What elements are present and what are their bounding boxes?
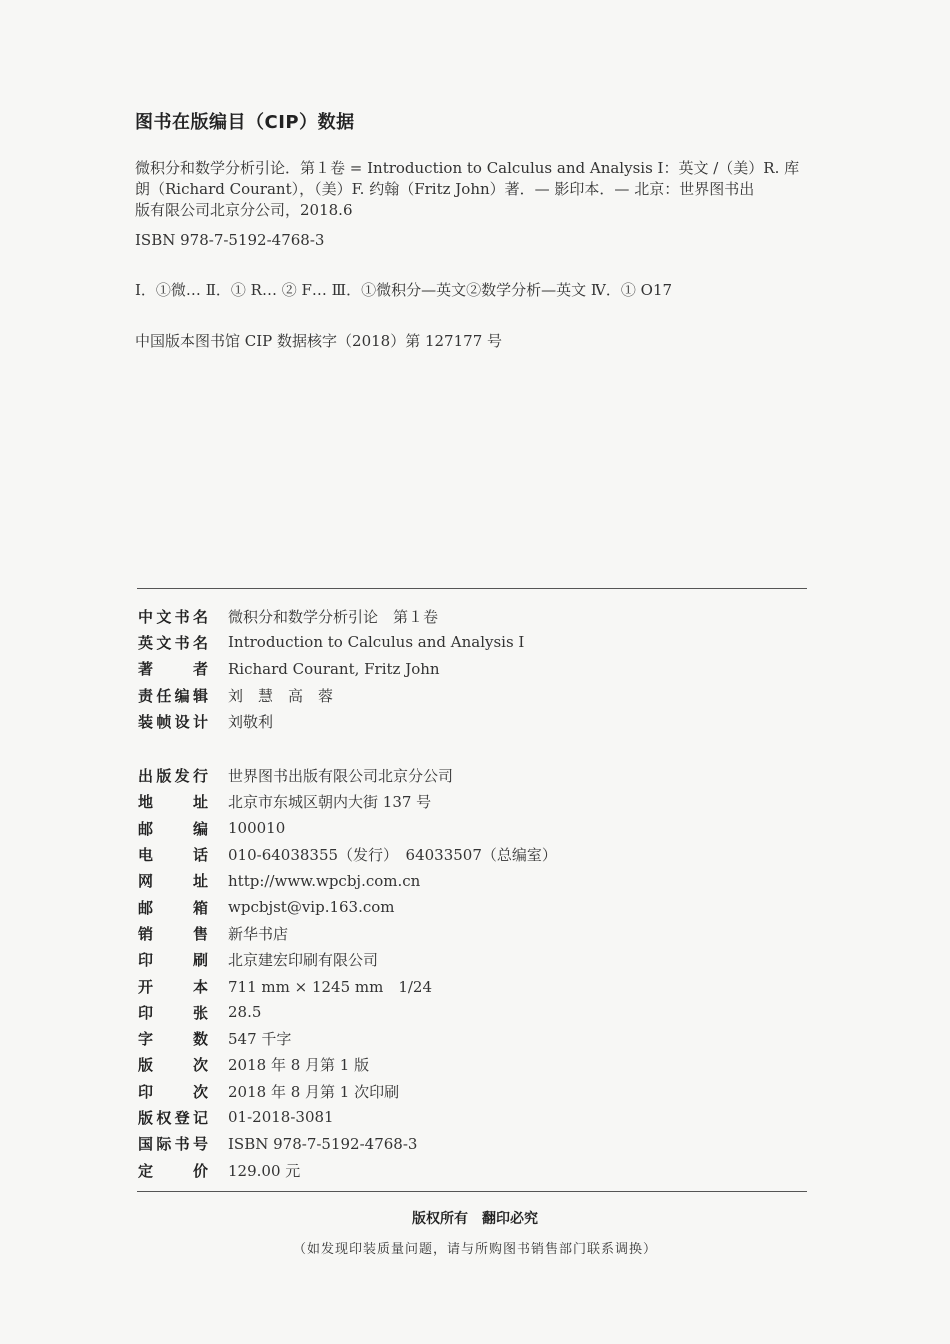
info-row bbox=[138, 789, 808, 815]
info-label-char: 字 bbox=[138, 1030, 154, 1049]
info-label bbox=[138, 711, 208, 732]
info-label-char: 定 bbox=[138, 1161, 154, 1180]
info-label bbox=[138, 1160, 208, 1181]
info-label-char: 销 bbox=[138, 924, 154, 943]
info-row bbox=[138, 629, 808, 655]
info-label-char: 印 bbox=[138, 1003, 154, 1022]
info-label-char: 印 bbox=[138, 1082, 154, 1101]
info-value: 世界图书出版有限公司北京分公司 bbox=[228, 767, 454, 786]
info-label-char: 号 bbox=[192, 1135, 208, 1154]
info-row bbox=[138, 762, 808, 788]
info-value: 129.00 元 bbox=[228, 1161, 301, 1180]
info-label bbox=[138, 606, 208, 627]
info-row bbox=[138, 973, 808, 999]
info-row bbox=[138, 603, 808, 629]
info-row bbox=[138, 947, 808, 973]
info-label-char: 文 bbox=[156, 607, 172, 626]
info-label-char: 名 bbox=[192, 607, 208, 626]
info-label-char: 际 bbox=[156, 1135, 172, 1154]
cip-description bbox=[135, 158, 815, 221]
copyright-statement: 版权所有 翻印必究 bbox=[412, 1211, 538, 1227]
info-label-char: 址 bbox=[192, 793, 208, 812]
info-label-char: 计 bbox=[192, 712, 208, 731]
info-row bbox=[138, 682, 808, 708]
info-label bbox=[138, 1107, 208, 1128]
info-label bbox=[138, 818, 208, 839]
info-label bbox=[138, 949, 208, 970]
cip-description-line: 微积分和数学分析引论．第１卷 = Introduction to Calculus and Analysis Ⅰ：英文 /（美）R. 库 bbox=[135, 159, 800, 177]
info-label-char: 电 bbox=[138, 846, 154, 865]
info-label bbox=[138, 658, 208, 679]
info-label-char: 话 bbox=[192, 846, 208, 865]
info-label bbox=[138, 1081, 208, 1102]
info-label-char: 英 bbox=[138, 633, 154, 652]
info-row bbox=[138, 1078, 808, 1104]
info-label-char: 中 bbox=[138, 607, 154, 626]
info-label bbox=[138, 897, 208, 918]
info-label bbox=[138, 685, 208, 706]
info-label-char: 书 bbox=[174, 1135, 190, 1154]
info-row bbox=[138, 656, 808, 682]
info-value: Introduction to Calculus and Analysis I bbox=[228, 633, 525, 652]
info-label-char: 记 bbox=[192, 1108, 208, 1127]
info-label-char: 发 bbox=[174, 767, 190, 786]
info-label-char: 版 bbox=[138, 1056, 154, 1075]
info-label-char: 辑 bbox=[192, 686, 208, 705]
info-value: wpcbjst@vip.163.com bbox=[228, 898, 395, 917]
info-row bbox=[138, 1052, 808, 1078]
cip-heading: 图书在版编目（CIP）数据 bbox=[135, 112, 355, 133]
info-row bbox=[138, 999, 808, 1025]
info-value: 010-64038355（发行） 64033507（总编室） bbox=[228, 846, 557, 865]
cip-classification: Ⅰ．①微… Ⅱ．① R… ② F… Ⅲ．①微积分—英文②数学分析—英文 Ⅳ．① O17 bbox=[135, 281, 673, 299]
info-label-char: 次 bbox=[192, 1056, 208, 1075]
info-value: 微积分和数学分析引论 第１卷 bbox=[228, 607, 439, 626]
book-info-table bbox=[138, 603, 808, 1183]
info-value: 28.5 bbox=[228, 1003, 262, 1022]
info-label-char: 张 bbox=[192, 1003, 208, 1022]
info-label bbox=[138, 976, 208, 997]
info-label bbox=[138, 1054, 208, 1075]
info-value: 2018 年 8 月第 1 次印刷 bbox=[228, 1082, 400, 1101]
info-label-char: 国 bbox=[138, 1135, 154, 1154]
info-label-char: 著 bbox=[138, 660, 154, 679]
bottom-divider bbox=[137, 1191, 807, 1192]
info-label-char: 版 bbox=[156, 767, 172, 786]
info-value: 刘 慧 高 蓉 bbox=[228, 686, 334, 705]
info-value: 北京建宏印刷有限公司 bbox=[228, 951, 379, 970]
info-label-char: 址 bbox=[192, 872, 208, 891]
info-value: ISBN 978-7-5192-4768-3 bbox=[228, 1134, 418, 1153]
info-label-char: 帧 bbox=[156, 712, 172, 731]
info-row bbox=[138, 894, 808, 920]
info-label-char: 邮 bbox=[138, 898, 154, 917]
info-label-char: 编 bbox=[174, 686, 190, 705]
info-label-char: 刷 bbox=[192, 951, 208, 970]
info-label bbox=[138, 1028, 208, 1049]
info-row bbox=[138, 708, 808, 734]
info-label-char: 出 bbox=[138, 767, 154, 786]
info-value: http://www.wpcbj.com.cn bbox=[228, 871, 421, 890]
info-label-char: 任 bbox=[156, 686, 172, 705]
cip-description-line: 朗（Richard Courant），（美）F. 约翰（Fritz John）著．— 影印本．— 北京：世界图书出 bbox=[135, 180, 755, 198]
info-label-char: 文 bbox=[156, 633, 172, 652]
info-label-char: 箱 bbox=[192, 898, 208, 917]
cip-description-line: 版有限公司北京分公司，2018.6 bbox=[135, 201, 353, 219]
info-row bbox=[138, 841, 808, 867]
info-label-char: 登 bbox=[174, 1108, 190, 1127]
info-label-char: 次 bbox=[192, 1082, 208, 1101]
info-value: 刘敬利 bbox=[228, 712, 274, 731]
info-label-char: 编 bbox=[192, 819, 208, 838]
info-label bbox=[138, 870, 208, 891]
info-label bbox=[138, 844, 208, 865]
info-value: 547 千字 bbox=[228, 1030, 292, 1049]
info-label bbox=[138, 791, 208, 812]
info-label-char: 开 bbox=[138, 977, 154, 996]
info-label-char: 数 bbox=[192, 1030, 208, 1049]
info-value: 北京市东城区朝内大街 137 号 bbox=[228, 793, 432, 812]
info-row bbox=[138, 1131, 808, 1157]
info-label-char: 者 bbox=[192, 660, 208, 679]
info-label-char: 责 bbox=[138, 686, 154, 705]
info-label bbox=[138, 765, 208, 786]
info-label bbox=[138, 1133, 208, 1154]
info-label-char: 网 bbox=[138, 872, 154, 891]
info-value: 100010 bbox=[228, 819, 286, 838]
info-label-char: 设 bbox=[174, 712, 190, 731]
info-row bbox=[138, 1104, 808, 1130]
info-label-char: 行 bbox=[192, 767, 208, 786]
info-value: 01-2018-3081 bbox=[228, 1108, 334, 1127]
info-label-char: 装 bbox=[138, 712, 154, 731]
info-row bbox=[138, 920, 808, 946]
info-row bbox=[138, 868, 808, 894]
info-label bbox=[138, 923, 208, 944]
info-value: 711 mm × 1245 mm 1/24 bbox=[228, 977, 433, 996]
info-value: Richard Courant, Fritz John bbox=[228, 659, 440, 678]
info-label-char: 印 bbox=[138, 951, 154, 970]
info-label-char: 价 bbox=[192, 1161, 208, 1180]
cip-record-number: 中国版本图书馆 CIP 数据核字（2018）第 127177 号 bbox=[135, 332, 503, 350]
info-value: 新华书店 bbox=[228, 924, 289, 943]
info-label-char: 售 bbox=[192, 924, 208, 943]
info-row bbox=[138, 815, 808, 841]
info-row bbox=[138, 1157, 808, 1183]
info-label-char: 本 bbox=[192, 977, 208, 996]
info-value: 2018 年 8 月第 1 版 bbox=[228, 1056, 370, 1075]
info-row bbox=[138, 1025, 808, 1051]
info-label-char: 邮 bbox=[138, 819, 154, 838]
info-label-char: 书 bbox=[174, 607, 190, 626]
info-label-char: 权 bbox=[156, 1108, 172, 1127]
info-label bbox=[138, 1002, 208, 1023]
info-label bbox=[138, 632, 208, 653]
cip-isbn: ISBN 978-7-5192-4768-3 bbox=[135, 231, 325, 249]
info-label-char: 名 bbox=[192, 633, 208, 652]
info-label-char: 书 bbox=[174, 633, 190, 652]
info-label-char: 地 bbox=[138, 793, 154, 812]
quality-notice: （如发现印装质量问题，请与所购图书销售部门联系调换） bbox=[292, 1242, 657, 1257]
top-divider bbox=[137, 588, 807, 589]
info-label-char: 版 bbox=[138, 1108, 154, 1127]
